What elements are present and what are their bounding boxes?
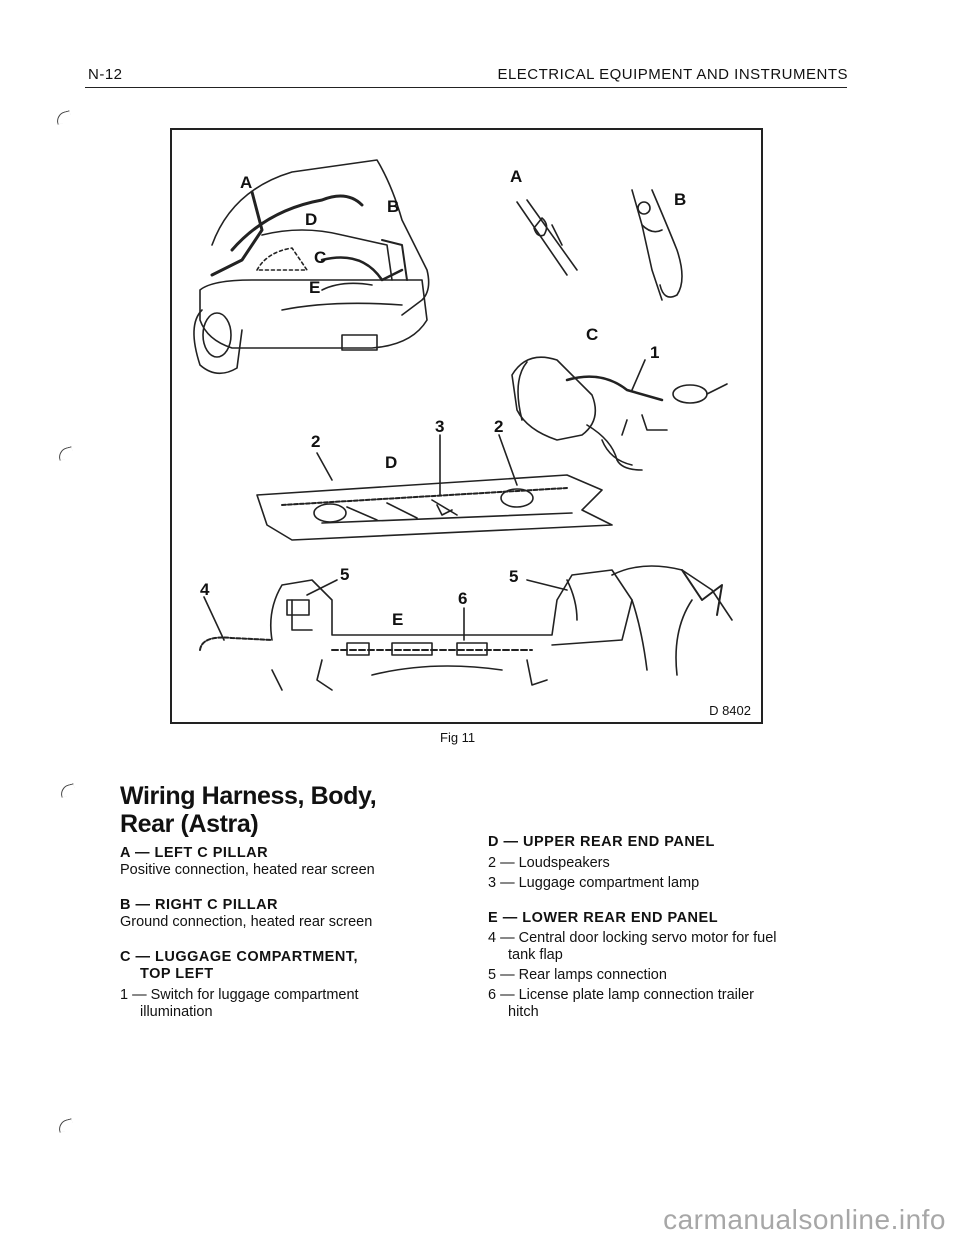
section-title: ELECTRICAL EQUIPMENT AND INSTRUMENTS bbox=[497, 66, 848, 83]
legend-right-column bbox=[488, 834, 828, 1021]
legend-item-1-cont: illumination bbox=[140, 1004, 213, 1020]
label-D: D bbox=[305, 210, 318, 229]
legend-item-1: 1 — Switch for luggage compartment bbox=[120, 987, 359, 1003]
legend-heading-E: E — LOWER REAR END PANEL bbox=[488, 910, 719, 926]
legend-item-6: 6 — License plate lamp connection trailer bbox=[488, 987, 754, 1003]
legend-heading-D: D — UPPER REAR END PANEL bbox=[488, 834, 715, 850]
label-3: 3 bbox=[435, 417, 445, 436]
label-B-detail: B bbox=[674, 190, 687, 209]
legend-left-column bbox=[120, 845, 450, 1021]
leader-line bbox=[204, 597, 224, 640]
label-D-panel: D bbox=[385, 453, 398, 472]
margin-mark bbox=[57, 446, 74, 461]
legend-item-3: 3 — Luggage compartment lamp bbox=[488, 875, 700, 891]
label-1: 1 bbox=[650, 343, 660, 362]
legend-text-A: Positive connection, heated rear screen bbox=[120, 862, 375, 878]
legend-item-4: 4 — Central door locking servo motor for fuel bbox=[488, 930, 777, 946]
lower-rear-panel-drawing bbox=[200, 566, 732, 690]
section-heading bbox=[120, 782, 376, 838]
leader-line bbox=[317, 453, 332, 480]
label-5a: 5 bbox=[340, 565, 350, 584]
label-E: E bbox=[309, 278, 321, 297]
section-heading-line1: Wiring Harness, Body, bbox=[120, 782, 377, 810]
leader-line bbox=[527, 580, 567, 590]
margin-mark bbox=[57, 1118, 74, 1133]
label-5b: 5 bbox=[509, 567, 519, 586]
figure-caption: Fig 11 bbox=[440, 730, 476, 745]
leader-line bbox=[632, 360, 645, 390]
legend-heading-B: B — RIGHT C PILLAR bbox=[120, 897, 279, 913]
margin-mark bbox=[59, 783, 76, 798]
leader-line bbox=[499, 435, 517, 485]
wiring-diagram-figure bbox=[170, 128, 763, 724]
upper-rear-panel-drawing bbox=[257, 475, 612, 540]
luggage-compartment-detail-drawing bbox=[512, 357, 727, 470]
margin-mark bbox=[55, 110, 72, 125]
label-B: B bbox=[387, 197, 400, 216]
section-heading-line2: Rear (Astra) bbox=[120, 810, 259, 838]
label-C-detail: C bbox=[586, 325, 599, 344]
legend-text-B: Ground connection, heated rear screen bbox=[120, 914, 373, 930]
legend-item-6-cont: hitch bbox=[508, 1004, 539, 1020]
page-number: N-12 bbox=[88, 66, 123, 83]
label-4: 4 bbox=[200, 580, 210, 599]
label-E-panel: E bbox=[392, 610, 404, 629]
label-2a: 2 bbox=[311, 432, 321, 451]
legend-item-2: 2 — Loudspeakers bbox=[488, 855, 610, 871]
label-A: A bbox=[240, 173, 253, 192]
legend-heading-A: A — LEFT C PILLAR bbox=[120, 845, 269, 861]
label-A-detail: A bbox=[510, 167, 523, 186]
label-6: 6 bbox=[458, 589, 468, 608]
legend-item-5: 5 — Rear lamps connection bbox=[488, 967, 667, 983]
figure-code: D 8402 bbox=[709, 703, 751, 718]
legend-item-4-cont: tank flap bbox=[508, 947, 563, 963]
watermark: carmanualsonline.info bbox=[663, 1204, 946, 1235]
leader-line bbox=[307, 580, 337, 595]
label-2b: 2 bbox=[494, 417, 504, 436]
legend-heading-C: C — LUGGAGE COMPARTMENT, bbox=[120, 949, 359, 965]
label-C: C bbox=[314, 248, 327, 267]
pillar-details-drawing bbox=[517, 190, 682, 300]
car-rear-drawing bbox=[194, 160, 429, 373]
wiring-diagram-illustration bbox=[172, 130, 763, 724]
legend-heading-C-cont: TOP LEFT bbox=[140, 966, 214, 982]
header-rule bbox=[85, 87, 847, 88]
